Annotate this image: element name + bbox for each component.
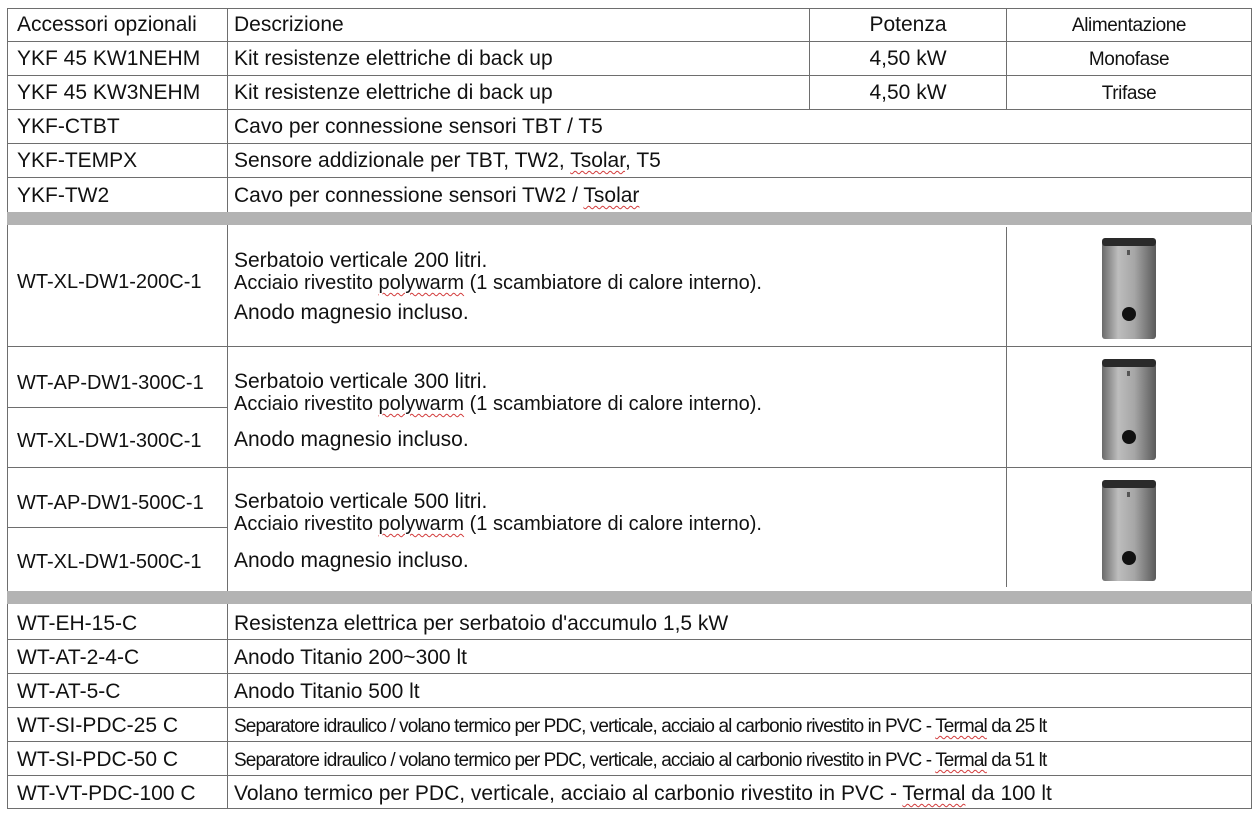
row-divider (7, 109, 1252, 110)
column-divider (1006, 227, 1007, 587)
row-description (234, 749, 1046, 773)
row-description: Kit resistenze elettriche di back up (234, 47, 553, 70)
row-code: WT-SI-PDC-50 C (17, 748, 179, 771)
row-divider (7, 639, 1252, 640)
storage-tank-image (1101, 478, 1157, 582)
row-description (234, 782, 1052, 806)
description-text: Separatore idraulico / volano termico per PDC, verticale, acciaio al carbonio rivestito in PVC - (234, 750, 936, 771)
description-text: Termal (902, 782, 966, 805)
header-potenza: Potenza (869, 13, 947, 36)
tank-description-line (234, 271, 762, 295)
table-border-left (7, 8, 8, 808)
row-divider (7, 741, 1252, 742)
row-code: WT-EH-15-C (17, 612, 138, 635)
row-divider (7, 527, 227, 528)
row-code: WT-XL-DW1-500C-1 (17, 551, 202, 573)
tank-description-line: Serbatoio verticale 300 litri. (234, 370, 488, 393)
row-divider (7, 467, 1252, 468)
description-text: da 25 lt (986, 716, 1047, 737)
section-separator (7, 591, 1252, 604)
description-text: Tsolar (570, 149, 626, 172)
description-text: polywarm (378, 393, 465, 415)
row-power: 4,50 kW (869, 47, 947, 70)
description-text: Separatore idraulico / volano termico per PDC, verticale, acciaio al carbonio rivestito in PVC - (234, 716, 936, 737)
tank-description-line (234, 512, 762, 536)
row-code: WT-AP-DW1-300C-1 (17, 372, 204, 394)
tank-description-line: Anodo magnesio incluso. (234, 301, 469, 324)
description-text: polywarm (378, 272, 465, 294)
row-code: YKF-CTBT (17, 115, 120, 138)
header-accessori: Accessori opzionali (17, 13, 197, 36)
description-text: Acciaio rivestito (234, 513, 379, 535)
row-code: YKF-TW2 (17, 184, 110, 207)
row-description: Anodo Titanio 500 lt (234, 680, 420, 703)
description-text: da 100 lt (965, 782, 1052, 805)
row-code: WT-XL-DW1-300C-1 (17, 430, 202, 452)
table-border-bottom (7, 808, 1252, 809)
description-text: Termal (935, 716, 987, 737)
description-text: polywarm (378, 513, 465, 535)
row-divider (7, 8, 1252, 9)
row-code: YKF 45 KW3NEHM (17, 81, 201, 104)
storage-tank-image (1101, 236, 1157, 340)
row-code: YKF-TEMPX (17, 149, 138, 172)
row-code: WT-XL-DW1-200C-1 (17, 271, 202, 293)
description-text: Tsolar (583, 184, 640, 207)
row-divider (7, 75, 1252, 76)
tank-description-line: Anodo magnesio incluso. (234, 549, 469, 572)
row-divider (7, 346, 1252, 347)
storage-tank-image (1101, 357, 1157, 461)
row-description: Anodo Titanio 200~300 lt (234, 646, 467, 669)
row-description (234, 184, 639, 208)
tank-description-line: Anodo magnesio incluso. (234, 428, 469, 451)
row-divider (7, 407, 227, 408)
row-divider (7, 707, 1252, 708)
description-text: Volano termico per PDC, verticale, acciaio al carbonio rivestito in PVC - (234, 782, 903, 805)
row-supply: Trifase (1101, 83, 1157, 104)
description-text: Acciaio rivestito (234, 393, 379, 415)
row-divider (7, 673, 1252, 674)
header-descrizione: Descrizione (234, 13, 344, 36)
description-text: Sensore addizionale per TBT, TW2, (234, 149, 571, 172)
row-power: 4,50 kW (869, 81, 947, 104)
row-description: Resistenza elettrica per serbatoio d'accumulo 1,5 kW (234, 612, 729, 635)
row-code: WT-AT-5-C (17, 680, 121, 703)
row-code: WT-AT-2-4-C (17, 646, 140, 669)
row-code: YKF 45 KW1NEHM (17, 47, 201, 70)
description-text: (1 scambiatore di calore interno). (464, 272, 762, 294)
row-divider (7, 177, 1252, 178)
row-divider (7, 41, 1252, 42)
header-alimentazione: Alimentazione (1071, 15, 1187, 36)
row-divider (7, 143, 1252, 144)
row-code: WT-SI-PDC-25 C (17, 714, 179, 737)
description-text: Termal (935, 750, 987, 771)
row-description: Kit resistenze elettriche di back up (234, 81, 553, 104)
row-code: WT-AP-DW1-500C-1 (17, 492, 204, 514)
row-divider (7, 775, 1252, 776)
tank-description-line (234, 392, 762, 416)
row-description: Cavo per connessione sensori TBT / T5 (234, 115, 603, 138)
tank-description-line: Serbatoio verticale 200 litri. (234, 249, 488, 272)
tank-description-line: Serbatoio verticale 500 litri. (234, 490, 488, 513)
description-text: , T5 (625, 149, 661, 172)
column-divider (227, 8, 228, 808)
description-text: Acciaio rivestito (234, 272, 379, 294)
row-code: WT-VT-PDC-100 C (17, 782, 196, 805)
row-description (234, 149, 661, 173)
description-text: Cavo per connessione sensori TW2 / (234, 184, 584, 207)
row-supply: Monofase (1088, 49, 1170, 70)
description-text: (1 scambiatore di calore interno). (464, 393, 762, 415)
description-text: (1 scambiatore di calore interno). (464, 513, 762, 535)
row-description (234, 715, 1046, 739)
section-separator (7, 212, 1252, 225)
description-text: da 51 lt (986, 750, 1047, 771)
